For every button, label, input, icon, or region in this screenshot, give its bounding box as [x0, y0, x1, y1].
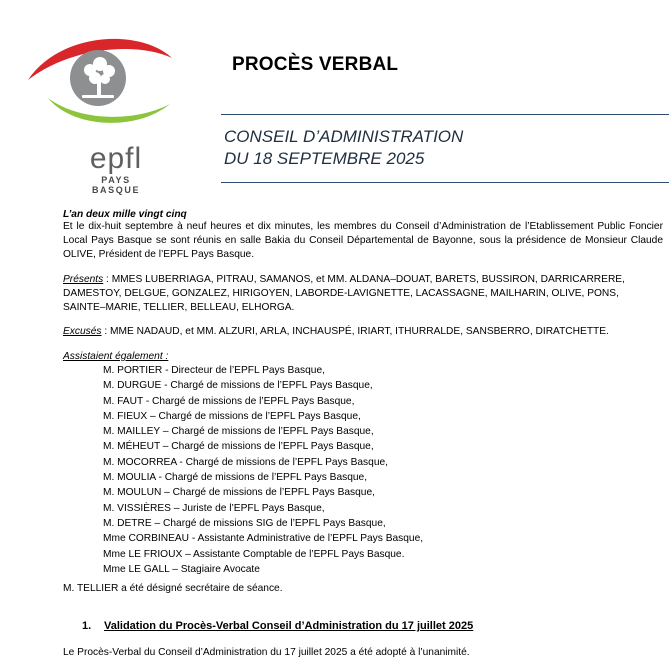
logo-emblem-icon: [20, 28, 180, 148]
list-item: M. MOULIA - Chargé de missions de l’EPFL Pays Basque,: [103, 472, 368, 484]
excused-list: : MME NADAUD, et MM. ALZURI, ARLA, INCHAUSPÉ, IRIART, ITHURRALDE, SANSBERRO, DIRATCHETTE.: [101, 326, 609, 337]
list-item: M. FAUT - Chargé de missions de l’EPFL Pays Basque,: [103, 395, 355, 407]
logo-text: [76, 144, 156, 195]
list-item: M. MOULUN – Chargé de missions de l’EPFL Pays Basque,: [103, 487, 375, 499]
epfl-logo: [20, 28, 180, 195]
list-item: M. DETRE – Chargé de missions SIG de l’EPFL Pays Basque,: [103, 517, 386, 529]
council-heading: [224, 126, 463, 170]
assistants-heading: Assistaient également :: [63, 351, 169, 362]
document-title: PROCÈS VERBAL: [232, 54, 399, 75]
list-item: M. DURGUE - Chargé de missions de l’EPFL Pays Basque,: [103, 380, 373, 392]
header-divider-top: [221, 114, 669, 115]
list-item: M. MAILLEY – Chargé de missions de l’EPFL Pays Basque,: [103, 426, 374, 438]
excused-label: Excusés: [63, 326, 102, 337]
section-heading: [82, 620, 473, 632]
secretary-line: M. TELLIER a été désigné secrétaire de séance.: [63, 583, 283, 594]
present-list: : MMES LUBERRIAGA, PITRAU, SAMANOS, et MM. ALDANA–DOUAT, BARETS, BUSSIRON, DARRICARRERE, DAMESTOY, DELGUE, GONZALEZ, HIRIGOYEN, LABORDE-LAVIGNETTE, LACASSAGNE, MAILHARIN, OLIVE, PONS, SAINTE–MARIE, TELLIER, BELLEAU, ELHORGA.: [63, 274, 625, 313]
present-paragraph: [63, 273, 663, 315]
logo-wordmark: epfl: [89, 142, 143, 175]
list-item: M. FIEUX – Chargé de missions de l’EPFL Pays Basque,: [103, 410, 361, 422]
present-label: Présents: [63, 274, 104, 285]
assistants-list: [103, 363, 423, 577]
list-item: M. MÉHEUT – Chargé de missions de l’EPFL Pays Basque,: [103, 441, 374, 453]
list-item: Mme CORBINEAU - Assistante Administrative de l’EPFL Pays Basque,: [103, 533, 424, 545]
list-item: Mme LE GALL – Stagiaire Avocate: [103, 563, 260, 575]
intro-paragraph: Et le dix-huit septembre à neuf heures et dix minutes, les membres du Conseil d’Administration de l’Etablissement Public Foncier Local Pays Basque se sont réunis en salle Bakia du Conseil Départemental de Bayonne, sous la présidence de Monsieur Claude OLIVE, Président de l’EPFL Pays Basque.: [63, 221, 663, 260]
list-item: M. MOCORREA - Chargé de missions de l’EPFL Pays Basque,: [103, 456, 388, 468]
council-line-1: CONSEIL D’ADMINISTRATION: [224, 127, 464, 146]
section-title: Validation du Procès-Verbal Conseil d’Administration du 17 juillet 2025: [104, 620, 474, 632]
section-paragraph: Le Procès-Verbal du Conseil d’Administration du 17 juillet 2025 a été adopté à l’unanimité.: [63, 647, 470, 658]
list-item: Mme LE FRIOUX – Assistante Comptable de l’EPFL Pays Basque.: [103, 548, 405, 560]
logo-subtitle: PAYS BASQUE: [91, 175, 141, 195]
list-item: M. VISSIÈRES – Juriste de l’EPFL Pays Basque,: [103, 502, 325, 514]
council-line-2: DU 18 SEPTEMBRE 2025: [224, 149, 425, 168]
year-line: L’an deux mille vingt cinq: [63, 209, 187, 220]
header-divider-bottom: [221, 182, 669, 183]
list-item: M. PORTIER - Directeur de l’EPFL Pays Basque,: [103, 365, 325, 376]
section-number: 1.: [82, 620, 92, 632]
excused-paragraph: [63, 325, 663, 339]
